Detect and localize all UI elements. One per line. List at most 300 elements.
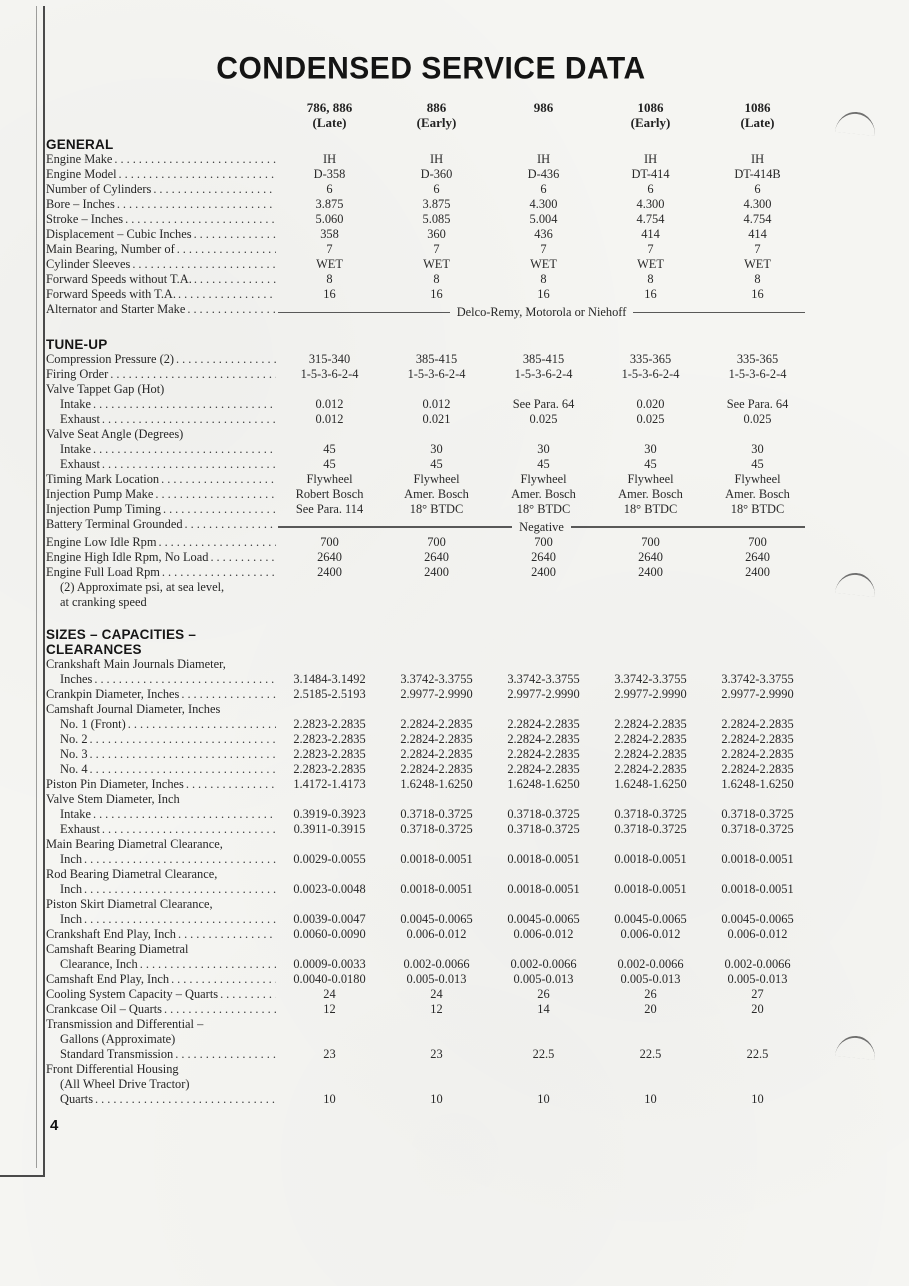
table-section — [46, 337, 816, 610]
row-label-text: Forward Speeds with T.A. — [46, 287, 176, 301]
value-cell: 0.006-0.012 — [406, 926, 467, 941]
value-cell: 0.0018-0.0051 — [614, 851, 687, 866]
dot-leader — [112, 152, 276, 167]
table-row — [46, 487, 816, 502]
value-cell: D-358 — [313, 167, 346, 181]
value-cell: 26 — [537, 986, 550, 1001]
dot-leader — [156, 535, 276, 550]
value-cell: 0.002-0.0066 — [510, 956, 577, 971]
row-label — [46, 502, 276, 517]
value-cell: 2400 — [531, 564, 556, 579]
table-row — [46, 167, 816, 182]
value-cell: 0.005-0.013 — [620, 971, 681, 986]
dot-leader — [123, 212, 276, 227]
value-cell: 8 — [326, 272, 333, 286]
row-label-text: Inch — [60, 851, 83, 866]
row-label — [46, 807, 276, 822]
value-cell: 30 — [751, 441, 764, 456]
table-row — [46, 657, 816, 672]
row-label-text: Valve Stem Diameter, Inch — [46, 791, 180, 806]
scan-artifact-arc — [835, 571, 877, 597]
value-cell: Amer. Bosch — [725, 486, 790, 501]
row-label — [46, 747, 276, 762]
table-row — [46, 1032, 816, 1047]
dot-leader — [176, 927, 276, 942]
row-label-text: Alternator and Starter Make — [46, 302, 186, 316]
value-cell: 0.025 — [636, 411, 665, 426]
table-row — [46, 1062, 816, 1077]
row-label-text: Valve Seat Angle (Degrees) — [46, 426, 184, 441]
column-header-986 — [490, 100, 597, 130]
dot-leader — [184, 777, 276, 792]
value-cell: 3.875 — [315, 197, 344, 211]
row-label-text: No. 2 — [60, 731, 88, 746]
value-cell: 8 — [433, 272, 440, 286]
value-cell: 2.2824-2.2835 — [614, 716, 687, 731]
value-cell: 2.2823-2.2835 — [293, 746, 366, 761]
row-label-text: Camshaft Bearing Diametral — [46, 941, 189, 956]
value-cell: 10 — [751, 1091, 764, 1106]
value-cell: 0.0029-0.0055 — [293, 851, 366, 866]
value-cell: IH — [643, 152, 658, 166]
dot-leader — [160, 565, 276, 580]
row-label-text: Engine High Idle Rpm, No Load — [46, 549, 209, 564]
value-cell: 7 — [326, 242, 333, 256]
table-row — [46, 1077, 816, 1092]
value-cell: 22.5 — [746, 1046, 769, 1061]
page-number: 4 — [50, 1117, 59, 1134]
column-header-786-886-late — [276, 100, 383, 130]
row-label — [46, 197, 276, 212]
value-cell: IH — [750, 152, 765, 166]
column-header-model: 1086 — [744, 100, 771, 115]
value-cell: 0.005-0.013 — [406, 971, 467, 986]
row-label — [46, 550, 276, 565]
dot-leader — [130, 257, 276, 272]
value-cell: 1-5-3-6-2-4 — [407, 366, 466, 381]
value-cell: 2.2824-2.2835 — [614, 731, 687, 746]
table-row — [46, 792, 816, 807]
row-label-text: Engine Low Idle Rpm — [46, 534, 157, 549]
value-cell: 2.2824-2.2835 — [721, 761, 794, 776]
value-cell: 2.2824-2.2835 — [507, 746, 580, 761]
value-cell: 0.0018-0.0051 — [507, 851, 580, 866]
row-label — [46, 242, 276, 257]
value-cell: 6 — [647, 182, 654, 196]
row-label — [46, 987, 276, 1002]
table-row — [46, 227, 816, 242]
table-row — [46, 987, 816, 1002]
value-cell: 6 — [433, 182, 440, 196]
left-margin-rule-inner — [43, 6, 45, 1176]
value-cell: 26 — [644, 986, 657, 1001]
value-cell: 0.0045-0.0065 — [614, 911, 687, 926]
row-label — [46, 257, 276, 272]
row-label-text: Crankshaft Main Journals Diameter, — [46, 656, 226, 671]
value-cell: 3.3742-3.3755 — [721, 671, 794, 686]
value-cell: 18° BTDC — [409, 501, 464, 516]
value-cell: 14 — [537, 1001, 550, 1016]
value-cell: 2.2824-2.2835 — [614, 746, 687, 761]
value-cell: 23 — [430, 1046, 443, 1061]
row-label-text: Rod Bearing Diametral Clearance, — [46, 866, 218, 881]
value-cell: 1.4172-1.4173 — [293, 776, 366, 791]
value-cell: IH — [536, 152, 551, 166]
row-label — [46, 287, 276, 302]
value-cell: 436 — [534, 227, 553, 241]
value-cell: 16 — [430, 287, 443, 301]
dot-leader — [169, 972, 276, 987]
scan-artifact-arc — [835, 1034, 877, 1060]
value-cell: WET — [423, 257, 450, 271]
value-cell: 0.006-0.012 — [727, 926, 788, 941]
value-cell: 2.2824-2.2835 — [400, 761, 473, 776]
table-row — [46, 502, 816, 517]
row-label — [46, 382, 811, 397]
value-cell: 0.3718-0.3725 — [721, 806, 794, 821]
row-label — [46, 167, 276, 182]
value-cell: See Para. 114 — [295, 501, 364, 516]
value-cell: 0.005-0.013 — [727, 971, 788, 986]
value-cell: 0.006-0.012 — [513, 926, 574, 941]
value-cell: 2400 — [424, 564, 449, 579]
span-dash-line — [571, 526, 805, 528]
value-cell: 3.3742-3.3755 — [507, 671, 580, 686]
row-label — [46, 897, 811, 912]
value-cell: 2.2824-2.2835 — [507, 761, 580, 776]
column-header-1086-early — [597, 100, 704, 130]
row-label-text: Inch — [60, 911, 83, 926]
value-cell: Flywheel — [627, 471, 674, 486]
row-label-text: Injection Pump Make — [46, 486, 154, 501]
value-cell: Flywheel — [520, 471, 567, 486]
section-heading: SIZES – CAPACITIES – — [46, 626, 197, 642]
scan-artifact-arc — [835, 110, 877, 136]
value-cell: 8 — [754, 272, 761, 286]
table-row — [46, 867, 816, 882]
value-cell: 360 — [427, 227, 446, 241]
value-cell: 3.1484-3.1492 — [293, 671, 366, 686]
row-label-text: Number of Cylinders — [46, 182, 152, 196]
value-cell: 335-365 — [629, 351, 672, 366]
dot-leader — [153, 487, 276, 502]
table-row — [46, 927, 816, 942]
span-value — [276, 520, 811, 535]
table-row — [46, 807, 816, 822]
value-cell: 0.020 — [636, 396, 665, 411]
value-cell: Flywheel — [413, 471, 460, 486]
span-dash-line — [278, 526, 512, 528]
value-cell: 0.3718-0.3725 — [400, 806, 473, 821]
row-label — [46, 457, 276, 472]
value-cell: 3.3742-3.3755 — [614, 671, 687, 686]
row-label — [46, 1032, 811, 1047]
value-cell: 385-415 — [522, 351, 565, 366]
row-label-text: Transmission and Differential – — [46, 1016, 204, 1031]
value-cell: 0.005-0.013 — [513, 971, 574, 986]
row-label — [46, 1062, 811, 1077]
table-row — [46, 367, 816, 382]
value-cell: 2.2824-2.2835 — [507, 731, 580, 746]
column-header-model: 986 — [533, 100, 554, 115]
value-cell: 7 — [540, 242, 547, 256]
section-heading: TUNE-UP — [46, 336, 108, 352]
row-label — [46, 657, 811, 672]
row-label-text: Intake — [60, 441, 91, 456]
value-cell: 0.012 — [315, 411, 344, 426]
row-label — [46, 672, 276, 687]
value-cell: 0.0039-0.0047 — [293, 911, 366, 926]
column-header-row — [46, 100, 816, 130]
value-cell: Flywheel — [734, 471, 781, 486]
value-cell: 2.2824-2.2835 — [721, 716, 794, 731]
table-row — [46, 1002, 816, 1017]
table-row — [46, 1092, 816, 1107]
dot-leader — [176, 287, 276, 302]
row-label — [46, 487, 276, 502]
row-label — [46, 927, 276, 942]
row-label — [46, 302, 276, 317]
row-label — [46, 427, 811, 442]
value-cell: DT-414B — [734, 167, 781, 181]
section-heading: GENERAL — [46, 137, 114, 152]
table-row — [46, 882, 816, 897]
column-header-886-early — [383, 100, 490, 130]
value-cell: 5.004 — [529, 212, 558, 226]
value-cell: 3.875 — [422, 197, 451, 211]
left-margin-rule-outer — [36, 6, 37, 1168]
value-cell: D-360 — [420, 167, 453, 181]
value-cell: 1-5-3-6-2-4 — [621, 366, 680, 381]
value-cell: 10 — [537, 1091, 550, 1106]
value-cell: IH — [429, 152, 444, 166]
column-header-1086-late — [704, 100, 811, 130]
value-cell: 0.012 — [422, 396, 451, 411]
dot-leader — [100, 457, 276, 472]
row-label-text: Displacement – Cubic Inches — [46, 227, 192, 241]
table-row — [46, 837, 816, 852]
row-label — [46, 957, 276, 972]
value-cell: 2400 — [317, 564, 342, 579]
dot-leader — [218, 987, 276, 1002]
value-cell: 45 — [430, 456, 443, 471]
value-cell: 0.3911-0.3915 — [293, 821, 366, 836]
row-label-text: Crankshaft End Play, Inch — [46, 926, 176, 941]
row-label — [46, 367, 276, 382]
row-label-text: Piston Skirt Diametral Clearance, — [46, 896, 213, 911]
value-cell: 8 — [647, 272, 654, 286]
dot-leader — [151, 182, 276, 197]
value-cell: WET — [316, 257, 343, 271]
row-label — [46, 517, 276, 532]
value-cell: 2.2824-2.2835 — [507, 716, 580, 731]
value-cell: 6 — [754, 182, 761, 196]
value-cell: 0.021 — [422, 411, 451, 426]
value-cell: 700 — [641, 534, 660, 549]
table-row — [46, 427, 816, 442]
value-cell: 7 — [754, 242, 761, 256]
row-label — [46, 792, 811, 807]
span-dash-line — [633, 312, 805, 314]
value-cell: 10 — [323, 1091, 336, 1106]
value-cell: IH — [322, 152, 337, 166]
column-header-spacer — [46, 100, 276, 130]
row-label — [46, 412, 276, 427]
dot-leader — [93, 1092, 276, 1107]
dot-leader — [108, 367, 276, 382]
value-cell: 18° BTDC — [516, 501, 571, 516]
row-label — [46, 972, 276, 987]
table-row — [46, 397, 816, 412]
value-cell: 4.754 — [636, 212, 665, 226]
row-label-text: Engine Full Load Rpm — [46, 564, 160, 579]
row-label — [46, 762, 276, 777]
value-cell: 6 — [540, 182, 547, 196]
row-label-text: Piston Pin Diameter, Inches — [46, 776, 184, 791]
row-label-text: Front Differential Housing — [46, 1061, 179, 1076]
value-cell: 0.0060-0.0090 — [293, 926, 366, 941]
value-cell: 45 — [537, 456, 550, 471]
dot-leader — [185, 302, 276, 317]
value-cell: 2.9977-2.9990 — [721, 686, 794, 701]
row-label — [46, 882, 276, 897]
column-header-model: 786, 886 — [306, 100, 353, 115]
row-label-text: Inches — [60, 671, 93, 686]
dot-leader — [192, 272, 276, 287]
section-heading: CLEARANCES — [46, 641, 142, 657]
value-cell: 27 — [751, 986, 764, 1001]
row-label — [46, 732, 276, 747]
value-cell: 0.3718-0.3725 — [400, 821, 473, 836]
value-cell: 0.0045-0.0065 — [507, 911, 580, 926]
table-section — [46, 627, 816, 1107]
dot-leader — [138, 957, 276, 972]
value-cell: 2.2824-2.2835 — [721, 731, 794, 746]
value-cell: 0.012 — [315, 396, 344, 411]
value-cell: 10 — [430, 1091, 443, 1106]
table-row — [46, 457, 816, 472]
value-cell: 1.6248-1.6250 — [614, 776, 687, 791]
value-cell: 16 — [537, 287, 550, 301]
row-label-text: Compression Pressure (2) — [46, 351, 175, 366]
table-row — [46, 732, 816, 747]
table-row — [46, 702, 816, 717]
value-cell: 22.5 — [532, 1046, 555, 1061]
table-row — [46, 412, 816, 427]
value-cell: 0.0018-0.0051 — [721, 881, 794, 896]
value-cell: 315-340 — [308, 351, 351, 366]
value-cell: 2.2823-2.2835 — [293, 731, 366, 746]
span-value — [276, 305, 811, 320]
value-cell: 0.0018-0.0051 — [721, 851, 794, 866]
row-label — [46, 702, 811, 717]
dot-leader — [88, 747, 276, 762]
value-cell: 22.5 — [639, 1046, 662, 1061]
row-label — [46, 397, 276, 412]
page-content — [46, 0, 816, 1107]
value-cell: 2640 — [745, 549, 770, 564]
table-row — [46, 822, 816, 837]
value-cell: 0.0040-0.0180 — [293, 971, 366, 986]
row-label — [46, 1077, 811, 1092]
row-label-text: Main Bearing Diametral Clearance, — [46, 836, 223, 851]
value-cell: WET — [530, 257, 557, 271]
column-header-variant: (Late) — [312, 115, 347, 130]
value-cell: 2.2824-2.2835 — [614, 761, 687, 776]
row-label-text: Intake — [60, 806, 91, 821]
row-label — [46, 717, 276, 732]
row-label-text: Engine Model — [46, 167, 117, 181]
value-cell: 18° BTDC — [730, 501, 785, 516]
value-cell: 2400 — [638, 564, 663, 579]
row-label-text: Battery Terminal Grounded — [46, 516, 183, 531]
table-row — [46, 472, 816, 487]
value-cell: 2.2823-2.2835 — [293, 761, 366, 776]
row-label — [46, 687, 276, 702]
value-cell: 1-5-3-6-2-4 — [728, 366, 787, 381]
table-row — [46, 302, 816, 320]
dot-leader — [183, 517, 276, 532]
value-cell: 2640 — [317, 549, 342, 564]
row-label-text: Timing Mark Location — [46, 471, 160, 486]
table-row — [46, 517, 816, 535]
row-label-text: No. 4 — [60, 761, 88, 776]
value-cell: See Para. 64 — [726, 396, 789, 411]
value-cell: 24 — [430, 986, 443, 1001]
table-row — [46, 565, 816, 580]
dot-leader — [88, 732, 276, 747]
row-label — [46, 535, 276, 550]
value-cell: 8 — [540, 272, 547, 286]
value-cell: WET — [637, 257, 664, 271]
value-cell: 2.5185-2.5193 — [293, 686, 366, 701]
row-label — [46, 442, 276, 457]
value-cell: Amer. Bosch — [511, 486, 576, 501]
table-row — [46, 1017, 816, 1032]
table-row — [46, 257, 816, 272]
row-label-text: No. 3 — [60, 746, 88, 761]
row-label-text: Bore – Inches — [46, 197, 115, 211]
value-cell: 358 — [320, 227, 339, 241]
value-cell: 0.0018-0.0051 — [507, 881, 580, 896]
table-row — [46, 182, 816, 197]
value-cell: 2.2824-2.2835 — [400, 731, 473, 746]
table-row — [46, 442, 816, 457]
value-cell: 2400 — [745, 564, 770, 579]
row-label-text: Camshaft End Play, Inch — [46, 971, 170, 986]
value-cell: 45 — [751, 456, 764, 471]
row-label — [46, 837, 811, 852]
table-row — [46, 287, 816, 302]
value-cell: 16 — [751, 287, 764, 301]
value-cell: 0.0018-0.0051 — [400, 851, 473, 866]
value-cell: 700 — [427, 534, 446, 549]
value-cell: 4.300 — [636, 197, 665, 211]
value-cell: 18° BTDC — [623, 501, 678, 516]
row-label — [46, 227, 276, 242]
value-cell: 2640 — [424, 549, 449, 564]
value-cell: 0.3718-0.3725 — [507, 806, 580, 821]
table-row — [46, 747, 816, 762]
row-label — [46, 352, 276, 367]
value-cell: 0.3919-0.3923 — [293, 806, 366, 821]
value-cell: See Para. 64 — [512, 396, 575, 411]
table-row — [46, 242, 816, 257]
row-label — [46, 1047, 276, 1062]
row-label-text: Gallons (Approximate) — [60, 1031, 176, 1046]
row-label — [46, 942, 811, 957]
value-cell: 23 — [323, 1046, 336, 1061]
